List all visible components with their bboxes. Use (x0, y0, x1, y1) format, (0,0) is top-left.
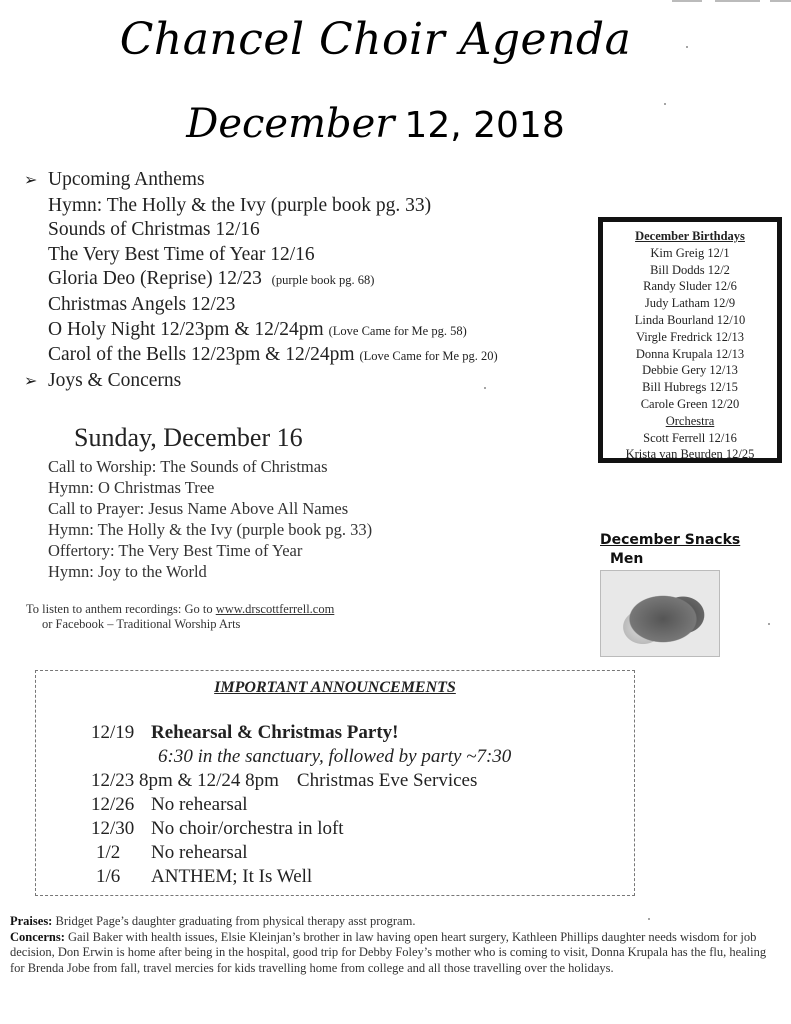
birthday-entry: Bill Hubregs 12/15 (642, 380, 738, 395)
birthdays-heading: December Birthdays (635, 229, 745, 243)
date-day-year: 12, 2018 (404, 105, 565, 146)
birthday-entry: Randy Sluder 12/6 (643, 279, 737, 294)
anthem-item: The Very Best Time of Year 12/16 (48, 243, 315, 265)
birthday-entry: Debbie Gery 12/13 (642, 363, 738, 378)
scan-artifact (770, 0, 791, 2)
announcement-item: 12/23 8pm & 12/24 8pm Christmas Eve Services (91, 770, 478, 791)
announcements-list (91, 721, 511, 889)
announcement-item: 1/6 ANTHEM; It Is Well (96, 866, 313, 887)
service-item: Hymn: The Holly & the Ivy (purple book pg. 33) (48, 520, 373, 539)
anthem-item: Hymn: The Holly & the Ivy (purple book pg. 33) (48, 194, 432, 216)
birthday-entry: Krista van Beurden 12/25 (625, 447, 755, 462)
birthday-entry: Carole Green 12/20 (640, 396, 740, 411)
orchestra-heading: Orchestra (665, 413, 715, 428)
birthday-entry: Bill Dodds 12/2 (650, 262, 730, 277)
anthem-item: O Holy Night 12/23pm & 12/24pm (Love Came for Me pg. 58) (48, 318, 467, 340)
agenda-date (0, 100, 771, 147)
announcement-item: 12/26 No rehearsal (91, 794, 248, 815)
service-item: Hymn: Joy to the World (48, 562, 207, 581)
birthday-entry: Scott Ferrell 12/16 (643, 430, 737, 445)
praises-line: Praises: Bridget Page’s daughter graduating from physical therapy asst program. (10, 914, 416, 928)
announcements-box (35, 670, 635, 896)
anthem-item: Gloria Deo (Reprise) 12/23 (purple book pg. 68) (48, 268, 375, 290)
service-item: Call to Worship: The Sounds of Christmas (48, 457, 328, 476)
scan-speck (648, 918, 650, 920)
announcement-item: 12/30 No choir/orchestra in loft (91, 818, 344, 839)
scan-speck (686, 46, 688, 48)
scan-artifact (672, 0, 702, 2)
snacks-group: Men (610, 551, 644, 567)
service-item: Hymn: O Christmas Tree (48, 478, 215, 497)
upcoming-anthems-section (24, 168, 498, 394)
recordings-link[interactable]: www.drscottferrell.com (215, 602, 335, 616)
section-heading-joys: ➢ Joys & Concerns (24, 369, 498, 395)
arrow-bullet-icon: ➢ (24, 372, 38, 390)
anthem-note: (Love Came for Me pg. 20) (359, 349, 498, 364)
scan-speck (664, 103, 666, 105)
announcement-item: 1/2 No rehearsal (96, 842, 248, 863)
fruit-bowl-image (600, 570, 720, 657)
anthem-note: (Love Came for Me pg. 58) (328, 323, 467, 338)
concerns-paragraph: Concerns: Gail Baker with health issues, Elsie Kleinjan’s brother in law having open heart surgery, Kathleen Phillips daughter needs wisdom for job decision, Don Erwin is home after being in the hospital, good trip for Debby Foley’s mother who is coming to visit, Donna Krupala has the flu, healing for Brenda Jobe from fall, travel mercies for kids travelling home from college and all those travelling over the holidays. (10, 929, 767, 975)
recordings-note: To listen to anthem recordings: Go to www.drscottferrell.com or Facebook – Traditional Worship Arts (26, 602, 335, 631)
scan-speck (768, 623, 770, 625)
sunday-heading: Sunday, December 16 (74, 423, 303, 452)
section-heading-upcoming: ➢ Upcoming Anthems (24, 168, 498, 194)
service-item: Offertory: The Very Best Time of Year (48, 541, 303, 560)
sunday-order-of-service (48, 456, 372, 582)
anthem-item: Carol of the Bells 12/23pm & 12/24pm (Love Came for Me pg. 20) (48, 344, 498, 366)
birthday-entry: Kim Greig 12/1 (650, 245, 730, 260)
scan-speck (484, 387, 486, 389)
anthem-note: (purple book pg. 68) (271, 273, 375, 288)
announcements-heading: IMPORTANT ANNOUNCEMENTS (214, 679, 456, 696)
birthdays-box (598, 217, 782, 463)
praises-concerns (10, 914, 780, 976)
birthday-entry: Judy Latham 12/9 (644, 296, 736, 311)
anthem-item: Christmas Angels 12/23 (48, 293, 236, 315)
date-month: December (186, 101, 395, 147)
page-title: Chancel Choir Agenda (119, 14, 632, 65)
birthday-entry: Donna Krupala 12/13 (635, 346, 745, 361)
snacks-heading: December Snacks (600, 532, 741, 548)
service-item: Call to Prayer: Jesus Name Above All Names (48, 499, 349, 518)
announcement-item: 12/19 Rehearsal & Christmas Party! (91, 722, 399, 743)
birthday-entry: Virgle Fredrick 12/13 (635, 329, 745, 344)
arrow-bullet-icon: ➢ (24, 172, 38, 189)
anthem-item: Sounds of Christmas 12/16 (48, 219, 260, 241)
scan-artifact (715, 0, 760, 2)
announcement-detail: 6:30 in the sanctuary, followed by party ~7:30 (158, 746, 512, 767)
birthday-entry: Linda Bourland 12/10 (634, 312, 746, 327)
